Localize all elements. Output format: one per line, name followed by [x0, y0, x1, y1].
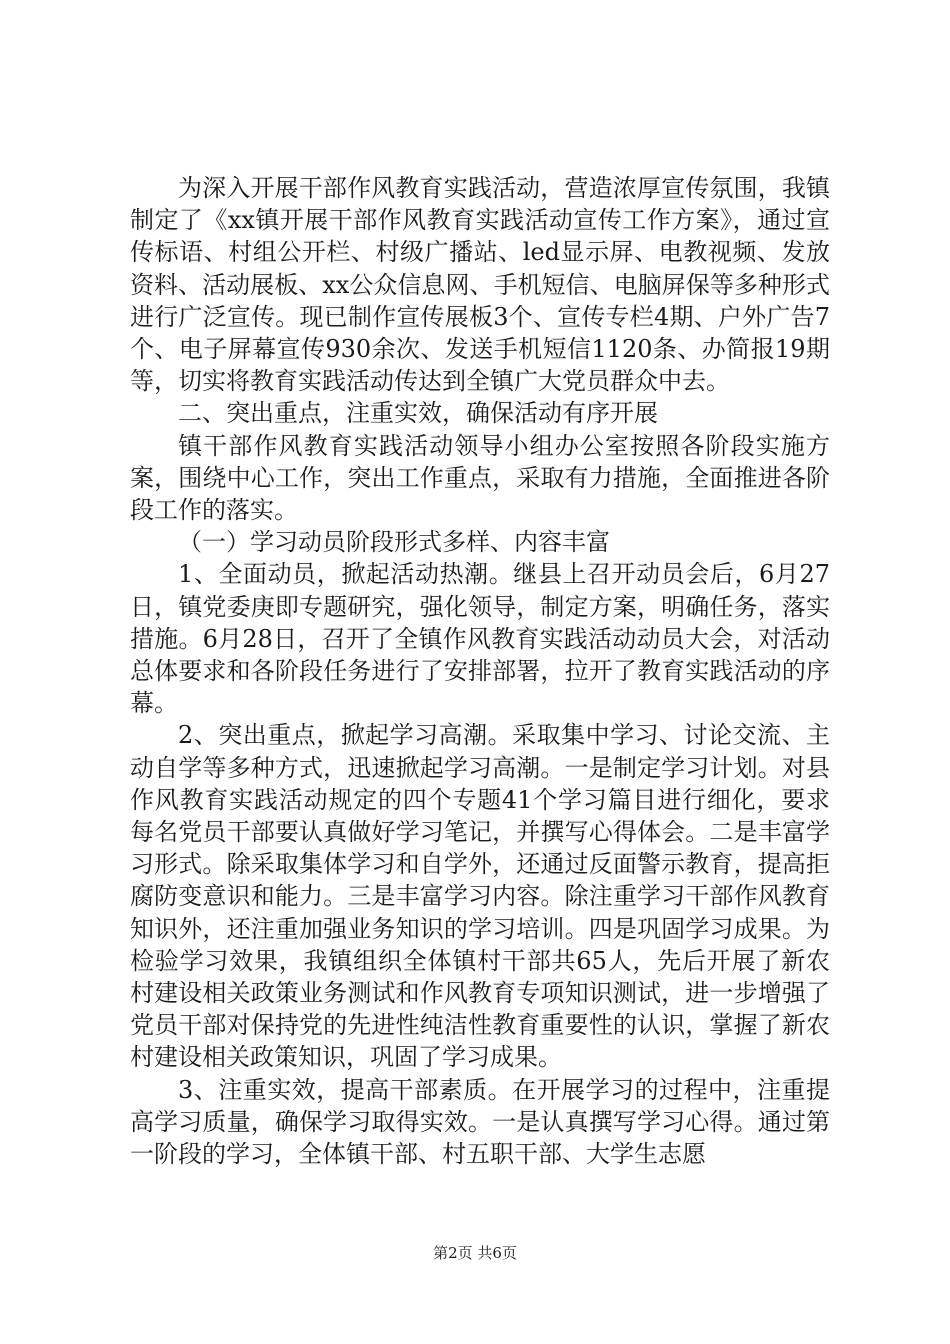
paragraph-item-2: 2、突出重点，掀起学习高潮。采取集中学习、讨论交流、主动自学等多种方式，迅速掀起学习高潮。一是制定学习计划。对县作风教育实践活动规定的四个专题41个学习篇目进行细化，要求每名党员干部要认真做好学习笔记，并撰写心得体会。二是丰富学习形式。除采取集体学习和自学外，还通过反面警示教育，提高拒腐防变意识和能力。三是丰富学习内容。除注重学习干部作风教育知识外，还注重加强业务知识的学习培训。四是巩固学习成果。为检验学习效果，我镇组织全体镇村干部共65人，先后开展了新农村建设相关政策业务测试和作风教育专项知识测试，进一步增强了党员干部对保持党的先进性纯洁性教育重要性的认识，掌握了新农村建设相关政策知识，巩固了学习成果。: [130, 721, 830, 1072]
paragraph-item-1: 1、全面动员，掀起活动热潮。继县上召开动员会后，6月27日，镇党委庚即专题研究，强化领导，制定方案，明确任务，落实措施。6月28日，召开了全镇作风教育实践活动动员大会，对活动总体要求和各阶段任务进行了安排部署，拉开了教育实践活动的序幕。: [130, 560, 830, 718]
document-body: [130, 172, 830, 1170]
subsection-heading-one: （一）学习动员阶段形式多样、内容丰富: [178, 528, 610, 557]
page-number-footer: 第2页 共6页: [433, 1244, 517, 1262]
section-heading-two: 二、突出重点，注重实效，确保活动有序开展: [178, 399, 658, 428]
paragraph-publicity: 为深入开展干部作风教育实践活动，营造浓厚宣传氛围，我镇制定了《xx镇开展干部作风教育实践活动宣传工作方案》，通过宣传标语、村组公开栏、村级广播站、led显示屏、电教视频、发放资料、活动展板、xx公众信息网、手机短信、电脑屏保等多种形式进行广泛宣传。现已制作宣传展板3个、宣传专栏4期、户外广告7个、电子屏幕宣传930余次、发送手机短信1120条、办简报19期等，切实将教育实践活动传达到全镇广大党员群众中去。: [130, 174, 830, 396]
paragraph-office-plan: 镇干部作风教育实践活动领导小组办公室按照各阶段实施方案，围绕中心工作，突出工作重点，采取有力措施，全面推进各阶段工作的落实。: [130, 431, 830, 525]
paragraph-item-3: 3、注重实效，提高干部素质。在开展学习的过程中，注重提高学习质量，确保学习取得实效。一是认真撰写学习心得。通过第一阶段的学习，全体镇干部、村五职干部、大学生志愿: [130, 1075, 830, 1169]
